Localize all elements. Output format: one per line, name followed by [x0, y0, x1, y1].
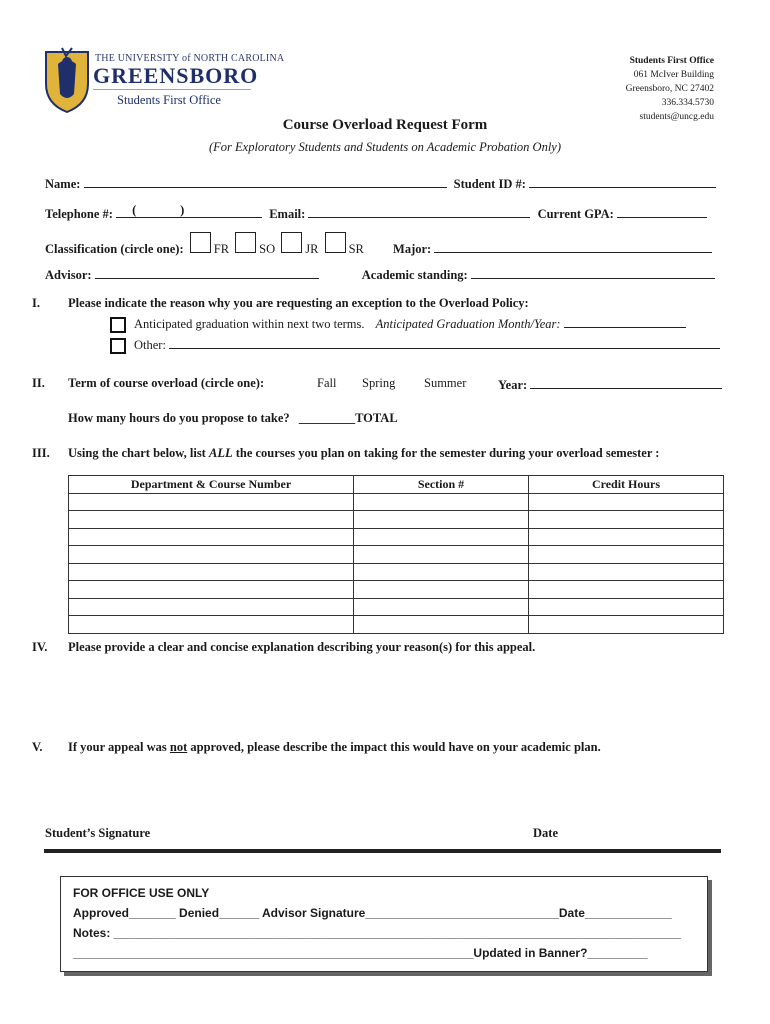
section-1-text: Please indicate the reason why you are requesting an exception to the Overload Policy: [68, 296, 529, 310]
telephone-paren-open: ( [132, 203, 137, 217]
course-cell[interactable] [69, 493, 354, 511]
major-label: Major: [393, 242, 432, 256]
table-row [69, 616, 724, 634]
section-5-text-underline: not [169, 740, 188, 754]
table-header-row [69, 476, 724, 494]
logo-line1: THE UNIVERSITY of NORTH CAROLINA [95, 53, 285, 64]
section-cell[interactable] [354, 563, 529, 581]
course-cell[interactable] [69, 563, 354, 581]
name-field[interactable] [84, 175, 447, 188]
column-header-section: Section # [354, 476, 529, 494]
section-3-text-pre: Using the chart below, list [68, 446, 206, 460]
class-jr: JR [305, 242, 319, 256]
section-1-number: I. [32, 296, 40, 310]
table-row [69, 581, 724, 599]
advisor-label: Advisor: [45, 268, 92, 282]
section-cell[interactable] [354, 581, 529, 599]
major-field[interactable] [434, 240, 712, 253]
section-5-text-post: approved, please describe the impact this would have on your academic plan. [190, 740, 601, 754]
course-cell[interactable] [69, 511, 354, 529]
hours-row [68, 411, 398, 426]
email-field[interactable] [308, 205, 530, 218]
reason-option-other [110, 336, 720, 354]
class-sr: SR [348, 242, 364, 256]
table-row [69, 511, 724, 529]
name-label: Name: [45, 177, 81, 191]
office-use-box [60, 876, 708, 972]
table-row [69, 493, 724, 511]
advisor-field[interactable] [95, 266, 319, 279]
credit-cell[interactable] [529, 546, 724, 564]
academic-standing-field[interactable] [471, 266, 715, 279]
section-5-number: V. [32, 740, 43, 754]
section-cell[interactable] [354, 493, 529, 511]
signature-date-label: Date [533, 826, 558, 840]
term-spring[interactable]: Spring [362, 376, 396, 390]
office-use-notes-line[interactable]: Notes: _____________________________________________________________________________________ [73, 926, 681, 940]
section-3-text-emphasis: ALL [208, 446, 233, 460]
classification-box-jr[interactable] [281, 232, 302, 253]
gpa-label: Current GPA: [537, 207, 614, 221]
other-checkbox[interactable] [110, 338, 126, 354]
student-id-field[interactable] [529, 175, 716, 188]
class-fr: FR [213, 242, 230, 256]
section-cell[interactable] [354, 546, 529, 564]
year-row [498, 376, 722, 393]
graduation-checkbox[interactable] [110, 317, 126, 333]
year-label: Year: [498, 378, 528, 392]
section-3-number: III. [32, 446, 50, 460]
course-cell[interactable] [69, 581, 354, 599]
telephone-field[interactable] [116, 205, 262, 218]
classification-row [45, 232, 712, 257]
table-row [69, 598, 724, 616]
office-use-banner-line[interactable]: ____________________________________________________________Updated in Banner?_________ [73, 946, 648, 960]
graduation-month-field[interactable] [564, 315, 686, 328]
section-cell[interactable] [354, 598, 529, 616]
section-4-text: Please provide a clear and concise explanation describing your reason(s) for this appeal. [68, 640, 536, 654]
hours-total-label: TOTAL [355, 411, 398, 425]
form-title: Course Overload Request Form [282, 117, 488, 133]
student-signature-label: Student’s Signature [45, 826, 151, 840]
term-summer[interactable]: Summer [424, 376, 467, 390]
table-row [69, 528, 724, 546]
office-address1: 061 McIver Building [633, 70, 714, 80]
academic-standing-label: Academic standing: [361, 268, 468, 282]
term-fall[interactable]: Fall [317, 376, 337, 390]
credit-cell[interactable] [529, 616, 724, 634]
contact-row [45, 205, 707, 222]
section-3-text-post: the courses you plan on taking for the semester during your overload semester : [235, 446, 660, 460]
column-header-course: Department & Course Number [69, 476, 354, 494]
table-row [69, 546, 724, 564]
credit-cell[interactable] [529, 493, 724, 511]
column-header-credit-hours: Credit Hours [529, 476, 724, 494]
classification-box-sr[interactable] [325, 232, 346, 253]
course-cell[interactable] [69, 598, 354, 616]
section-2-number: II. [32, 376, 45, 390]
logo-line3: Students First Office [117, 93, 221, 107]
course-cell[interactable] [69, 616, 354, 634]
section-cell[interactable] [354, 511, 529, 529]
table-row [69, 563, 724, 581]
signature-divider [44, 849, 721, 853]
section-5-text [68, 740, 601, 755]
office-name: Students First Office [629, 56, 714, 66]
courses-table [68, 475, 724, 634]
course-cell[interactable] [69, 528, 354, 546]
impact-area[interactable] [68, 760, 724, 820]
spartan-shield-icon [46, 48, 88, 112]
class-so: SO [259, 242, 276, 256]
reason-option-graduation [110, 315, 686, 333]
other-field[interactable] [169, 336, 720, 349]
classification-label: Classification (circle one): [45, 242, 184, 256]
credit-cell[interactable] [529, 511, 724, 529]
credit-cell[interactable] [529, 598, 724, 616]
explanation-area[interactable] [68, 660, 724, 730]
section-2-text: Term of course overload (circle one): [68, 376, 265, 390]
section-4-number: IV. [32, 640, 48, 654]
telephone-paren-close: ) [180, 203, 185, 217]
office-email: students@uncg.edu [639, 112, 714, 122]
year-field[interactable] [530, 376, 722, 389]
section-3-text [68, 446, 659, 461]
hours-field[interactable]: _________ [298, 411, 356, 425]
course-cell[interactable] [69, 546, 354, 564]
classification-box-so[interactable] [235, 232, 256, 253]
office-use-approval-line[interactable]: Approved_______ Denied______ Advisor Signature_____________________________Date_____________ [73, 906, 672, 920]
name-row [45, 175, 716, 192]
section-cell[interactable] [354, 616, 529, 634]
credit-cell[interactable] [529, 528, 724, 546]
office-phone: 336.334.5730 [661, 98, 714, 108]
student-id-label: Student ID #: [453, 177, 526, 191]
hours-label: How many hours do you propose to take? [68, 411, 290, 425]
graduation-month-label: Anticipated Graduation Month/Year: [375, 317, 561, 331]
classification-box-fr[interactable] [190, 232, 211, 253]
credit-cell[interactable] [529, 581, 724, 599]
email-label: Email: [269, 207, 306, 221]
gpa-field[interactable] [617, 205, 707, 218]
credit-cell[interactable] [529, 563, 724, 581]
office-address-block [626, 54, 714, 124]
advisor-row [45, 266, 715, 283]
section-5-text-pre: If your appeal was [68, 740, 167, 754]
graduation-label: Anticipated graduation within next two terms. [134, 317, 365, 331]
section-cell[interactable] [354, 528, 529, 546]
telephone-label: Telephone #: [45, 207, 113, 221]
logo-line2: GREENSBORO [93, 63, 259, 88]
logo-divider [93, 89, 251, 90]
other-label: Other: [134, 338, 166, 352]
form-subtitle: (For Exploratory Students and Students on Academic Probation Only) [208, 140, 562, 154]
office-use-heading: FOR OFFICE USE ONLY [73, 886, 210, 900]
office-address2: Greensboro, NC 27402 [625, 84, 714, 94]
